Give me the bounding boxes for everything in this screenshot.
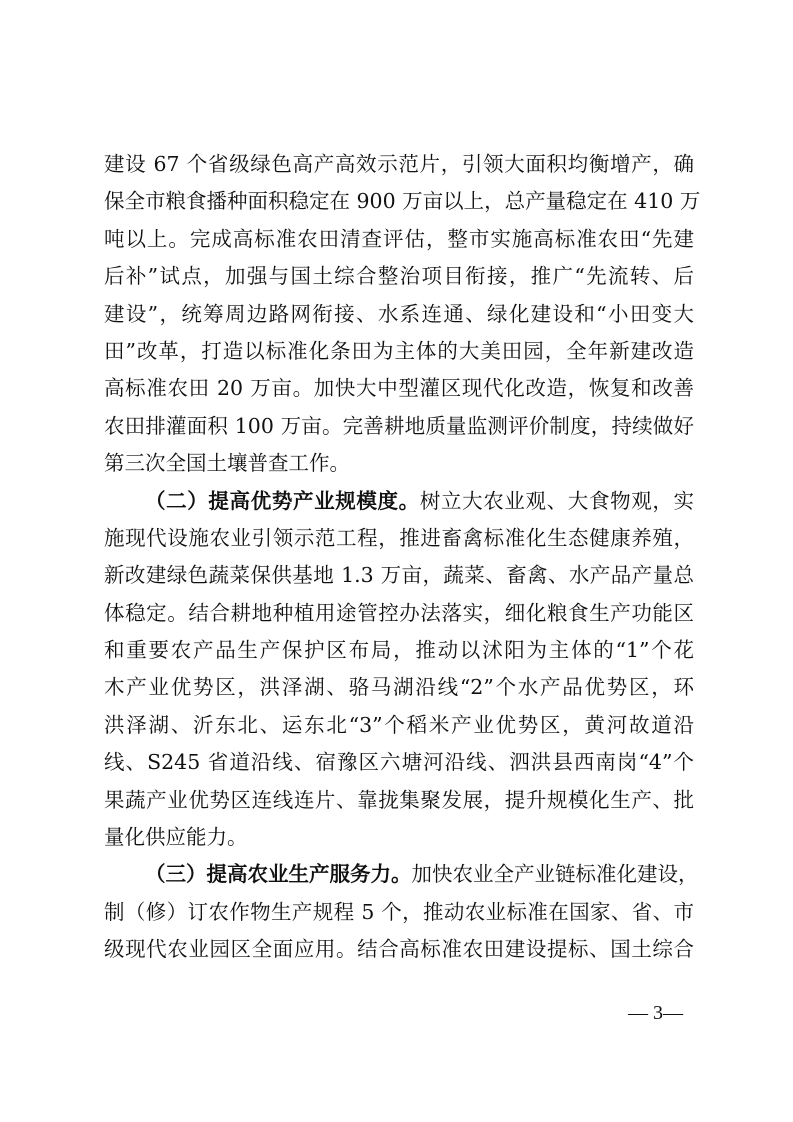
text-line: 建设 67 个省级绿色高产高效示范片，引领大面积均衡增产，确	[104, 152, 694, 176]
text-line: 量化供应能力。	[104, 825, 248, 850]
text-span: 树立大农业观、大食物观，实	[419, 488, 695, 513]
text-line: 洪泽湖、沂东北、运东北“3”个稻米产业优势区，黄河故道沿	[104, 712, 694, 737]
paragraph-first-line	[104, 483, 694, 520]
text-line: 新改建绿色蔬菜保供基地 1.3 万亩，蔬菜、畜禽、水产品产量总	[104, 563, 694, 588]
text-line: 第三次全国土壤普查工作。	[104, 451, 350, 476]
text-line: 级现代农业园区全面应用。结合高标准农田建设提标、国土综合	[104, 937, 694, 962]
text-line: 高标准农田 20 万亩。加快大中型灌区现代化改造，恢复和改善	[104, 376, 694, 401]
text-line: 制（修）订农作物生产规程 5 个，推动农业标准在国家、省、市	[104, 899, 694, 924]
text-line: 后补”试点，加强与国土综合整治项目衔接，推广“先流转、后	[104, 264, 694, 289]
text-line: 田”改革，打造以标准化条田为主体的大美田园，全年新建改造	[104, 338, 694, 363]
text-line: 和重要农产品生产保护区布局，推动以沭阳为主体的“1”个花	[104, 638, 694, 663]
text-line: 施现代设施农业引领示范工程，推进畜禽标准化生态健康养殖，	[104, 525, 694, 550]
body-text	[104, 146, 701, 969]
page-number: — 3—	[628, 1002, 683, 1024]
paragraph-first-line	[104, 856, 699, 893]
text-line: 吨以上。完成高标准农田清查评估，整市实施高标准农田“先建	[104, 226, 694, 251]
text-line: 保全市粮食播种面积稳定在 900 万亩以上，总产量稳定在 410 万	[104, 189, 701, 214]
text-line: 果蔬产业优势区连线连片、靠拢集聚发展，提升规模化生产、批	[104, 787, 694, 812]
text-line: 木产业优势区，洪泽湖、骆马湖沿线“2”个水产品优势区，环	[104, 675, 694, 700]
section-heading: （二）提高优势产业规模度。	[145, 488, 420, 513]
text-line: 农田排灌面积 100 万亩。完善耕地质量监测评价制度，持续做好	[104, 413, 694, 438]
text-line: 线、S245 省道沿线、宿豫区六塘河沿线、泗洪县西南岗“4”个	[104, 750, 694, 775]
text-line: 体稳定。结合耕地种植用途管控办法落实，细化粮食生产功能区	[104, 600, 694, 625]
section-heading: （三）提高农业生产服务力。	[145, 862, 412, 887]
text-span: 加快农业全产业链标准化建设，	[411, 862, 699, 887]
text-line: 建设”，统筹周边路网衔接、水系连通、绿化建设和“小田变大	[104, 301, 694, 326]
